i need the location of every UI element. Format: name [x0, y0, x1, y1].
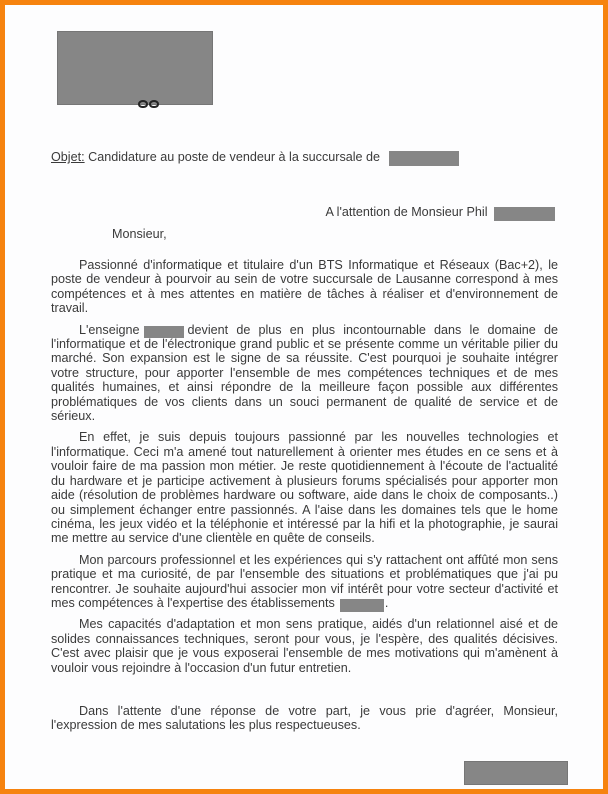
- paragraph-company-text-before: L'enseigne: [79, 322, 140, 337]
- attention-text: A l'attention de Monsieur Phil: [325, 205, 488, 219]
- paragraph-qualities: Mes capacités d'adaptation et mon sens pratique, aidés d'un relationnel aisé et de solides connaissances techniques, seront pour vous, je l'espère, des qualités décisives. C'est avec plaisir que je vous exposerai l'ensemble de mes motivations qui m'amènent à vouloir vous rejoindre à l'occasion d'un futur entretien.: [51, 617, 558, 675]
- subject-label: Objet:: [51, 150, 85, 164]
- attention-line: [51, 204, 558, 220]
- subject-text: Candidature au poste de vendeur à la succursale de: [88, 150, 381, 164]
- paragraph-passion: En effet, je suis depuis toujours passionné par les nouvelles technologies et l'informatique. Ceci m'a amené tout naturellement à orienter mes études en ce sens et à vouloir faire de ma passion mon métier. Je reste quotidiennement à l'écoute de l'actualité du hardware et je participe activement à plusieurs forums spécialisés pour apporter mon aide (résolution de problèmes hardware ou software, aide dans le choix de composants..) ou simplement échanger entre passionnés. A l'aise dans les domaines tels que le home cinéma, les jeux vidéo et la téléphonie et intéressé par la hifi et la photographie, je saurai me mettre au service d'une clientèle en quête de conseils.: [51, 430, 558, 546]
- recipient-name-redaction-block: [494, 207, 555, 221]
- company-name-redaction-block: [144, 326, 184, 338]
- paragraph-experience-text: Mon parcours professionnel et les expériences qui s'y rattachent ont affûté mon sens pratique et ma curiosité, de par l'ensemble des situations et problématiques que j'ai pu rencontrer. Je souhaite aujourd'hui associer mon vif intérêt pour votre secteur d'activité et mes compétences à l'expertise des établissements: [51, 552, 558, 610]
- paragraph-introduction: Passionné d'informatique et titulaire d'un BTS Informatique et Réseaux (Bac+2), le poste de vendeur à pourvoir au sein de votre succursale de Lausanne correspond à mes compétences et à mes attentes en matière de tâches à réaliser et d'environnement de travail.: [51, 258, 558, 316]
- sender-redaction-block: [57, 31, 213, 105]
- paragraph-company: [51, 323, 558, 424]
- handwriting-dot: [138, 100, 148, 108]
- branch-name-redaction-block: [389, 151, 459, 166]
- paragraph-closing: Dans l'attente d'une réponse de votre part, je vous prie d'agréer, Monsieur, l'expression de mes salutations les plus respectueuses.: [51, 703, 558, 733]
- company-name-redaction-block-2: [340, 599, 384, 612]
- signature-redaction-block: [464, 761, 568, 785]
- paragraph-experience: [51, 553, 558, 611]
- paragraph-company-text-after: devient de plus en plus incontournable dans le domaine de l'informatique et de l'électronique grand public et se présente comme un véritable pilier du marché. Son expansion est le signe de sa réussite. C'est pourquoi je souhaite intégrer votre structure, pour apporter l'ensemble de mes compétences techniques et de mes qualités humaines, et ainsi répondre de la meilleure façon possible aux différentes problématiques de vos clients dans un souci permanent de qualité de service et de sérieux.: [51, 322, 558, 424]
- paragraph-experience-period: .: [384, 595, 389, 610]
- handwriting-dot: [149, 100, 159, 108]
- salutation: Monsieur,: [112, 227, 167, 241]
- handwriting-mark: [138, 100, 159, 108]
- subject-line: [51, 149, 558, 165]
